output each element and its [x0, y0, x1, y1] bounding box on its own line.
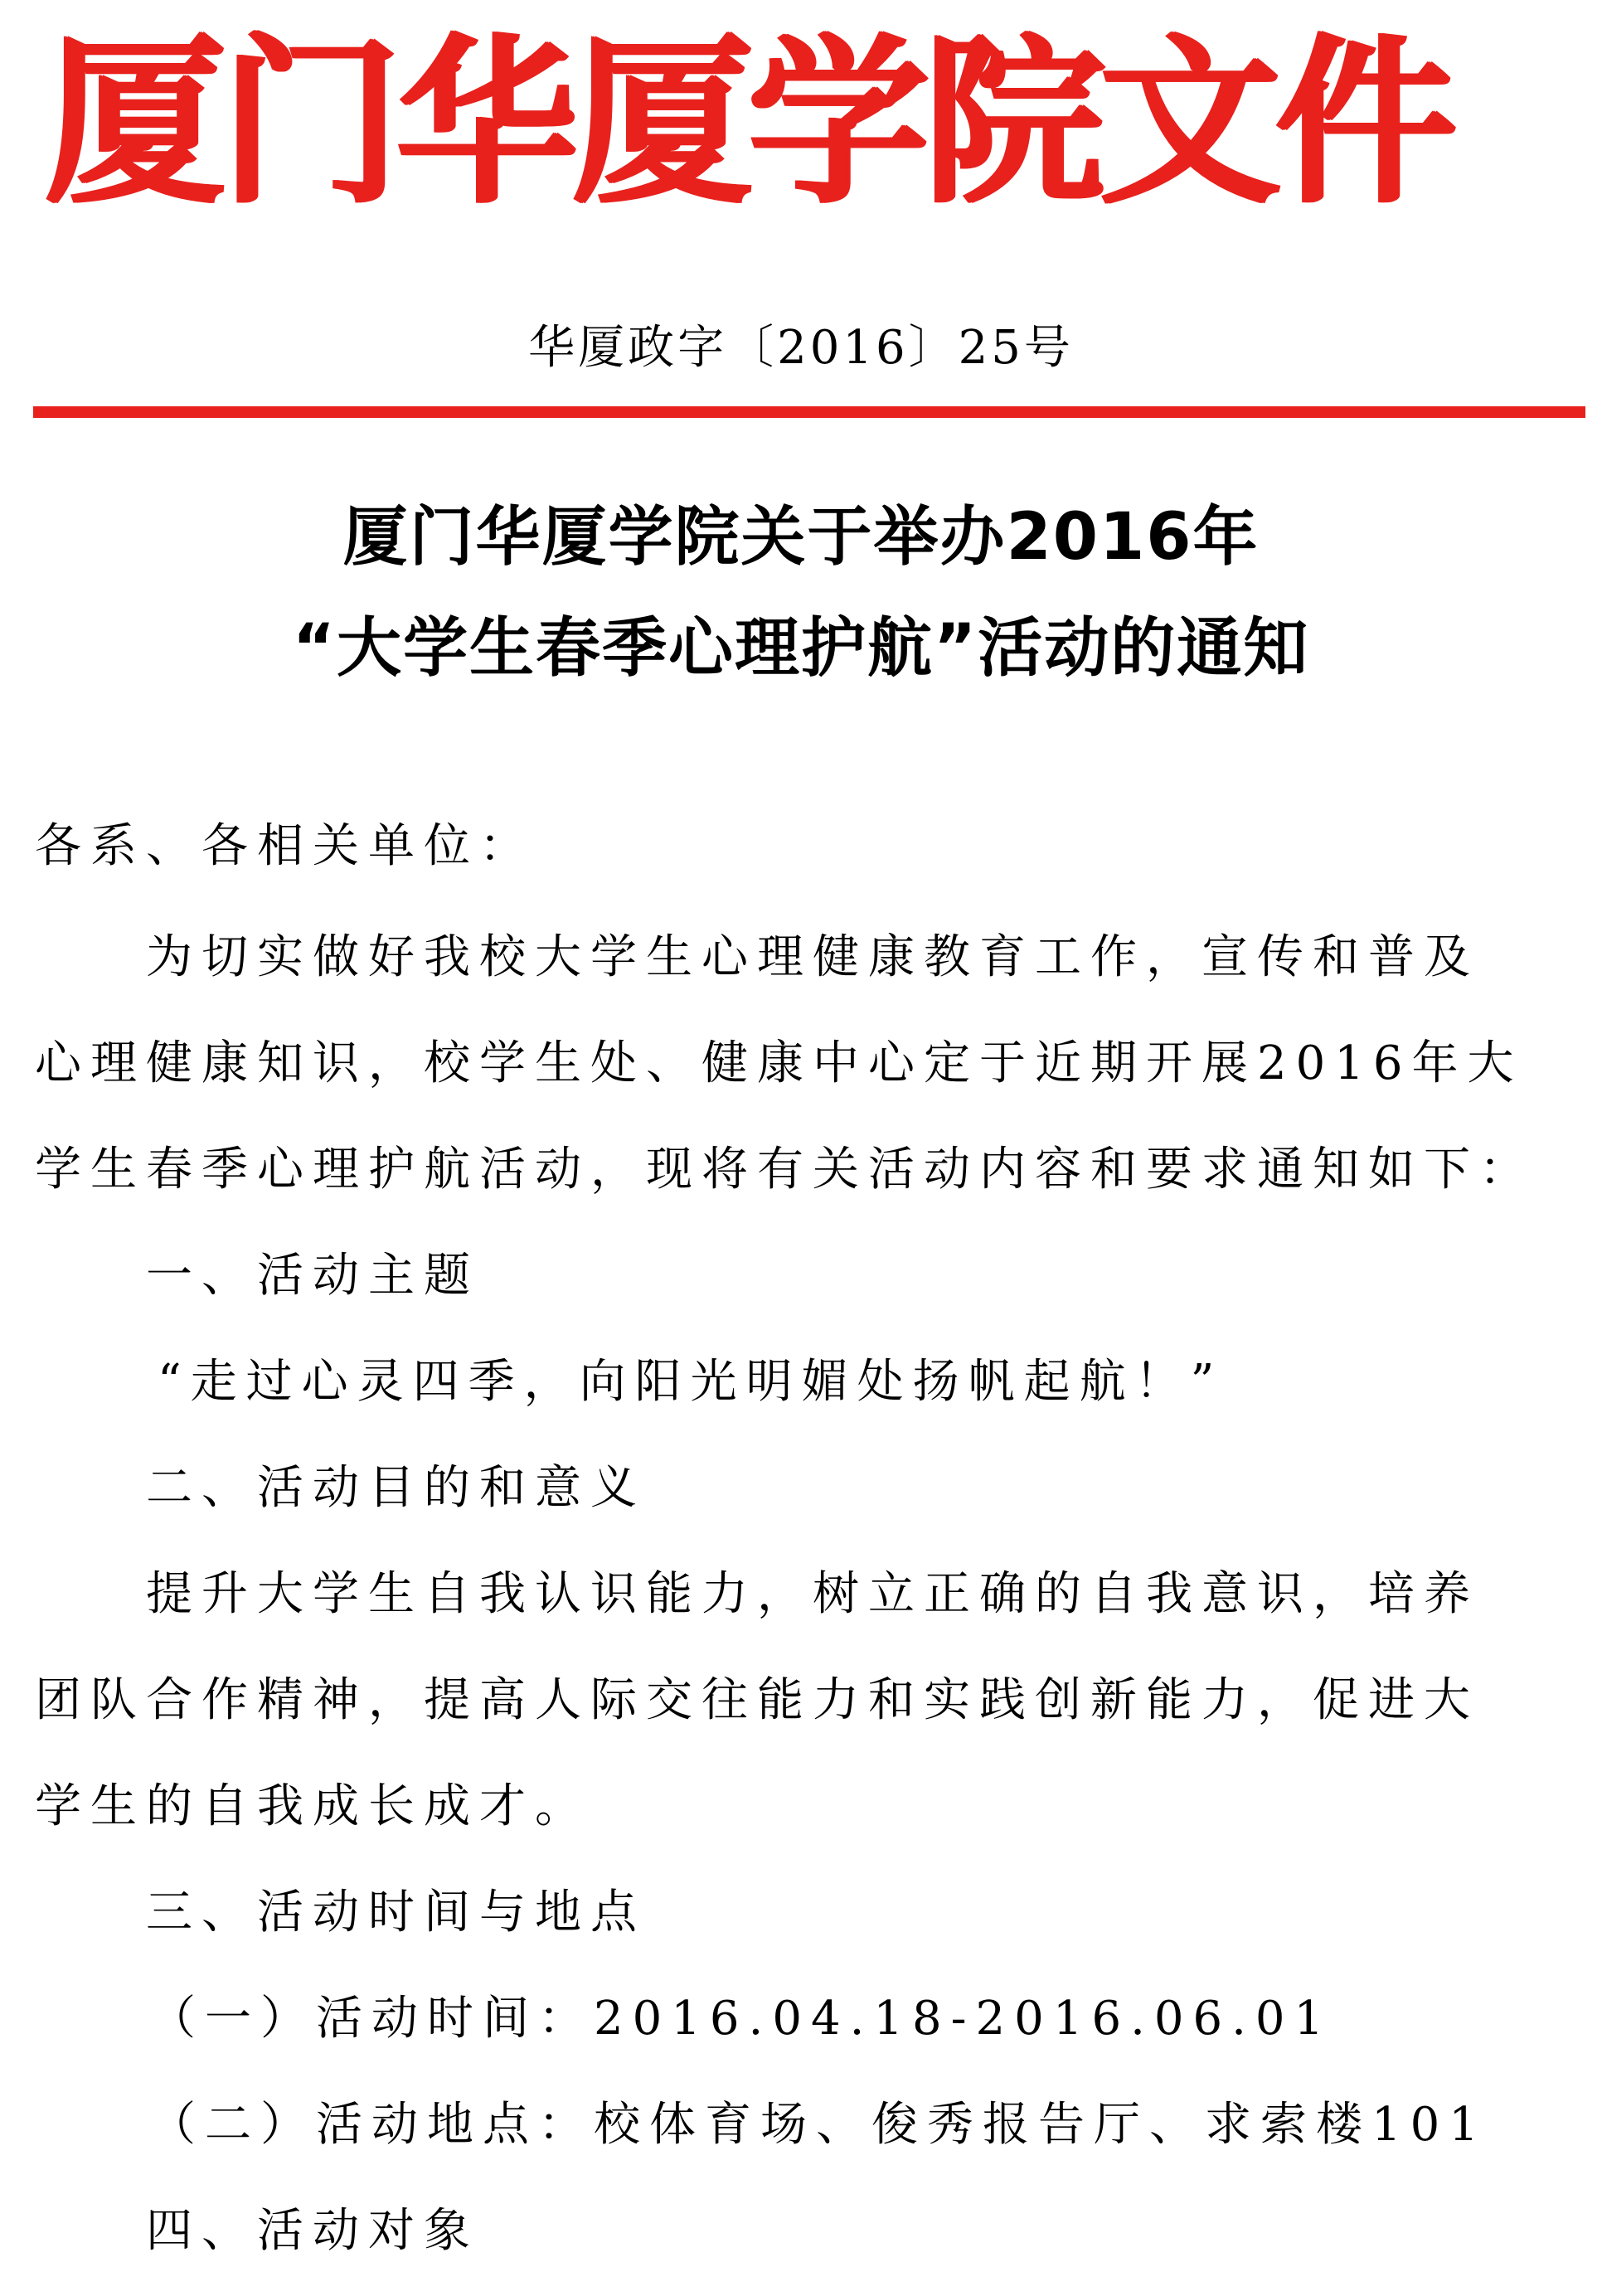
notice-title-line-1: 厦门华厦学院关于举办2016年 — [342, 500, 1260, 575]
intro-line-1: 为切实做好我校大学生心理健康教育工作，宣传和普及 — [146, 930, 1479, 984]
intro-line-2: 心理健康知识，校学生处、健康中心定于近期开展2016年大 — [35, 1036, 1523, 1090]
document-number: 华厦政字〔2016〕25号 — [528, 321, 1074, 375]
section-3-time: （一）活动时间：2016.04.18-2016.06.01 — [149, 1992, 1333, 2046]
section-2-line-1: 提升大学生自我认识能力，树立正确的自我意识，培养 — [146, 1567, 1479, 1621]
section-1-heading: 一、活动主题 — [146, 1249, 479, 1303]
red-divider-line — [33, 406, 1585, 418]
section-3-heading: 三、活动时间与地点 — [146, 1886, 646, 1939]
intro-line-3: 学生春季心理护航活动，现将有关活动内容和要求通知如下： — [35, 1143, 1535, 1197]
section-2-line-3: 学生的自我成长成才。 — [35, 1779, 590, 1833]
letterhead-title: 厦门华厦学院文件 — [45, 19, 1451, 229]
section-2-heading: 二、活动目的和意义 — [146, 1461, 646, 1515]
section-1-text: “走过心灵四季，向阳光明媚处扬帆起航！” — [158, 1355, 1224, 1409]
salutation: 各系、各相关单位： — [35, 819, 535, 873]
notice-title-line-2: “大学生春季心理护航”活动的通知 — [292, 611, 1310, 686]
section-2-line-2: 团队合作精神，提高人际交往能力和实践创新能力，促进大 — [35, 1673, 1479, 1727]
section-3-place: （二）活动地点：校体育场、俊秀报告厅、求索楼101 — [149, 2098, 1488, 2152]
section-4-heading: 四、活动对象 — [146, 2204, 479, 2258]
